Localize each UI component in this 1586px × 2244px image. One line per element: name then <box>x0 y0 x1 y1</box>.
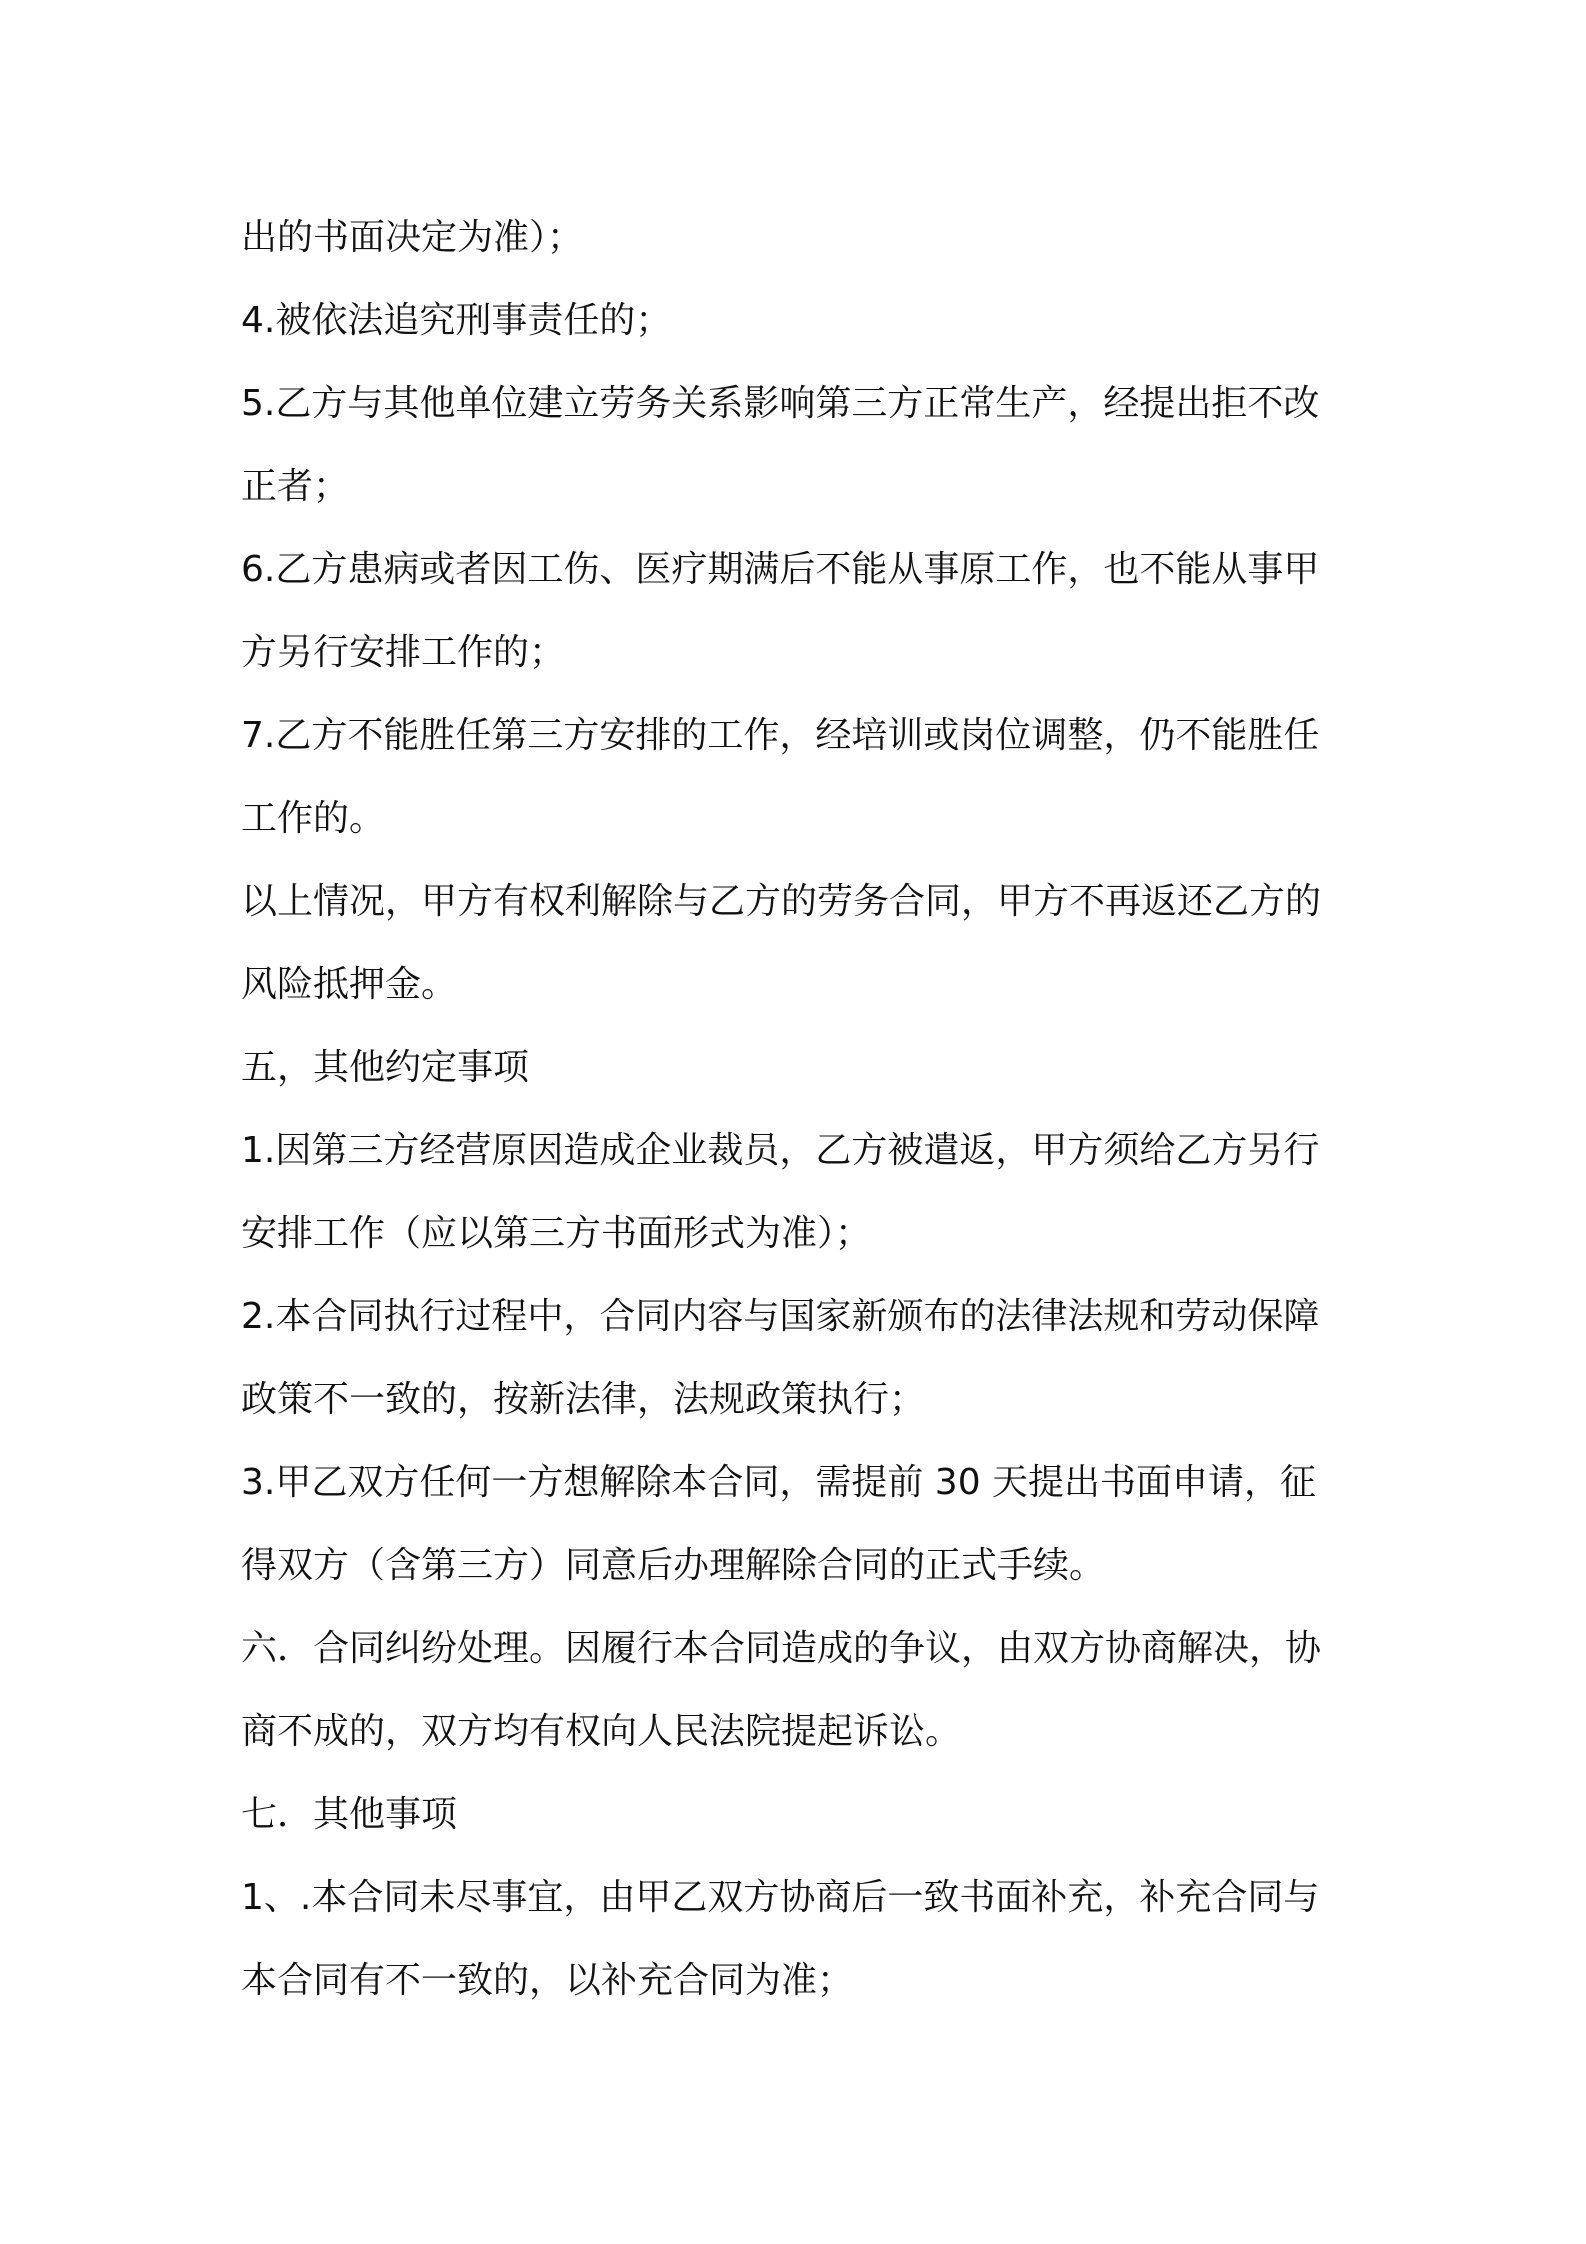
list-item-6: 6.乙方患病或者因工伤、医疗期满后不能从事原工作，也不能从事甲 <box>241 549 1320 590</box>
section-heading-7: 七．其他事项 <box>241 1794 458 1835</box>
list-item-3: 3.甲乙双方任何一方想解除本合同，需提前 30 天提出书面申请，征 <box>241 1462 1317 1503</box>
text-line: 安排工作（应以第三方书面形式为准）； <box>241 1213 872 1254</box>
list-item-7: 7.乙方不能胜任第三方安排的工作，经培训或岗位调整，仍不能胜任 <box>241 715 1320 756</box>
text-line: 商不成的，双方均有权向人民法院提起诉讼。 <box>241 1711 962 1752</box>
text-line: 方另行安排工作的； <box>241 632 566 673</box>
document-body <box>241 196 1361 2022</box>
text-line: 风险抵押金。 <box>241 964 458 1005</box>
text-line: 正者； <box>241 466 350 507</box>
section-heading-6: 六．合同纠纷处理。因履行本合同造成的争议，由双方协商解决，协 <box>241 1628 1322 1669</box>
list-item-4: 4.被依法追究刑事责任的； <box>241 300 672 341</box>
list-item-1: 1、.本合同未尽事宜，由甲乙双方协商后一致书面补充，补充合同与 <box>241 1877 1320 1918</box>
text-line: 政策不一致的，按新法律，法规政策执行； <box>241 1379 926 1420</box>
text-line: 出的书面决定为准）； <box>241 217 584 258</box>
text-line: 本合同有不一致的，以补充合同为准； <box>241 1960 854 2001</box>
text-line: 工作的。 <box>241 798 386 839</box>
list-item-2: 2.本合同执行过程中，合同内容与国家新颁布的法律法规和劳动保障 <box>241 1296 1320 1337</box>
summary-paragraph: 以上情况，甲方有权利解除与乙方的劳务合同，甲方不再返还乙方的 <box>241 881 1322 922</box>
section-heading-5: 五，其他约定事项 <box>241 1047 530 1088</box>
list-item-1: 1.因第三方经营原因造成企业裁员，乙方被遣返，甲方须给乙方另行 <box>241 1130 1320 1171</box>
text-line: 得双方（含第三方）同意后办理解除合同的正式手续。 <box>241 1545 1106 1586</box>
list-item-5: 5.乙方与其他单位建立劳务关系影响第三方正常生产，经提出拒不改 <box>241 383 1320 424</box>
